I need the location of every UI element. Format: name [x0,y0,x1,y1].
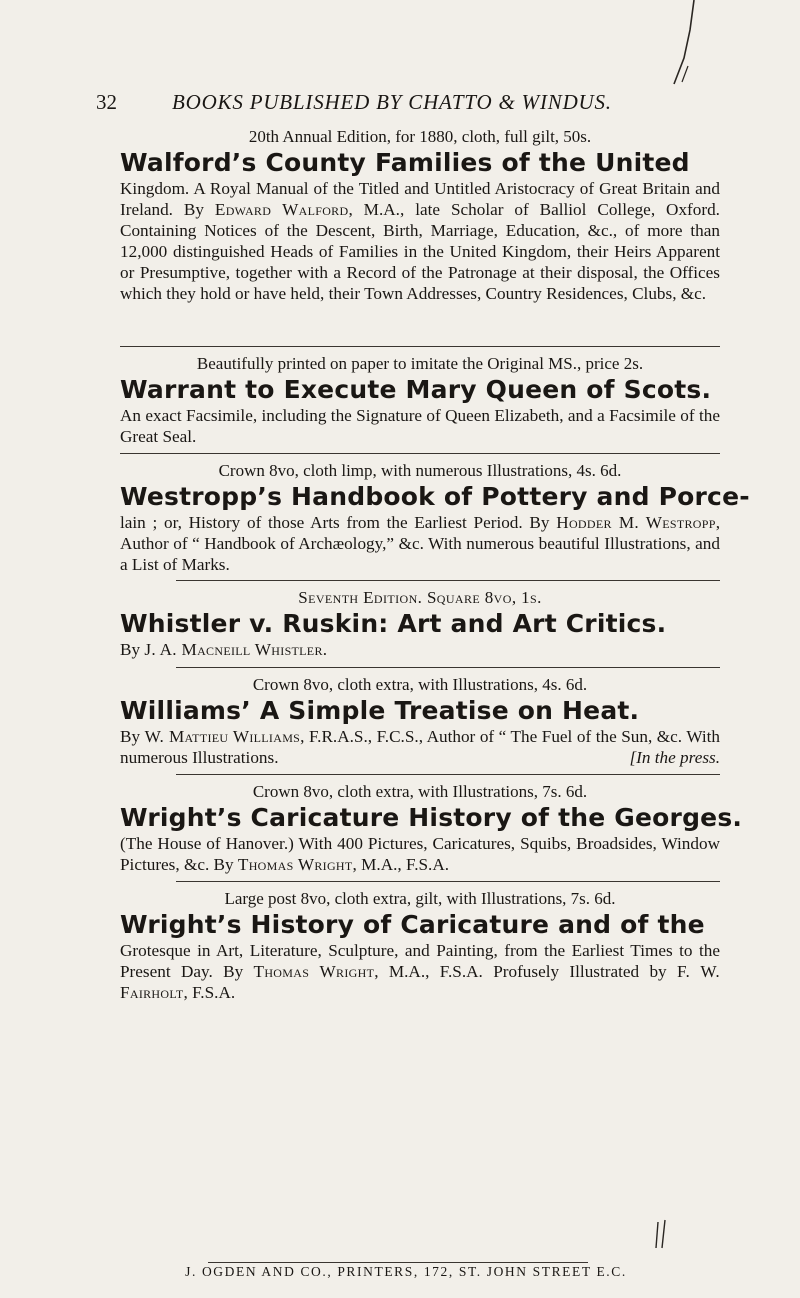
entry-title: Warrant to Execute Mary Queen of Scots. [120,375,712,404]
entry-divider [176,580,720,581]
entry-title: Whistler v. Ruskin: Art and Art Critics. [120,609,667,638]
catalogue-entry [120,460,750,574]
running-title: BOOKS PUBLISHED BY CHATTO & WINDUS. [172,90,612,114]
catalogue-entry [120,353,720,447]
page-number: 32 [96,90,117,114]
entry-divider [176,774,720,775]
catalogue-entry [120,781,743,875]
catalogue-entry [120,126,720,340]
entry-description: lain ; or, History of those Arts from the Earliest Period. By Hodder M. Westropp, Author of “ Handbook of Archæology,” &c. With numerous beautiful Illustrations, and a List of Marks. [120,513,720,574]
catalogue-entry [120,587,720,661]
entry-description: (The House of Hanover.) With 400 Pictures, Caricatures, Squibs, Broadsides, Window Pictures, &c. By Thomas Wright, M.A., F.S.A. [120,834,720,874]
entry-title: Walford’s County Families of the United [120,148,690,177]
entry-edition-note: Crown 8vo, cloth extra, with Illustrations, 4s. 6d. [252,675,588,694]
footer-divider [208,1262,588,1263]
page-header [96,90,716,120]
entry-divider [176,667,720,668]
entry-description: Kingdom. A Royal Manual of the Titled and Untitled Aristocracy of Great Britain and Ireland. By Edward Walford, M.A., late Scholar of Balliol College, Oxford. Containing Notices of the Descent, Birth, Marriage, Education, &c., of more than 12,000 distinguished Heads of Families in the United Kingdom, their Heirs Apparent or Presumptive, together with a Record of the Patronage at their disposal, the Offices which they hold or have held, their Town Addresses, Country Residences, Clubs, &c. [120,179,720,303]
entry-edition-note: 20th Annual Edition, for 1880, cloth, full gilt, 50s. [248,127,592,146]
entry-description: By J. A. Macneill Whistler. [120,640,328,659]
entry-edition-note: Crown 8vo, cloth extra, with Illustrations, 7s. 6d. [252,782,588,801]
entry-description: An exact Facsimile, including the Signature of Queen Elizabeth, and a Facsimile of the Great Seal. [120,406,720,446]
entry-edition-note: Beautifully printed on paper to imitate the Original MS., price 2s. [196,354,644,373]
entry-edition-note: Crown 8vo, cloth limp, with numerous Illustrations, 4s. 6d. [218,461,622,480]
catalogue-entry [120,674,720,768]
entry-title: Wright’s History of Caricature and of the [120,910,705,939]
printer-imprint: J. OGDEN AND CO., PRINTERS, 172, ST. JOHN STREET E.C. [185,1264,627,1279]
in-press-note: [In the press. [629,748,720,767]
entry-divider [176,881,720,882]
entry-title: Wright’s Caricature History of the Georges. [120,803,743,832]
entry-edition-note: Seventh Edition. Square 8vo, 1s. [298,588,542,607]
entry-divider [120,346,720,347]
entry-description: By W. Mattieu Williams, F.R.A.S., F.C.S., Author of “ The Fuel of the Sun, &c. With numerous Illustrations. [In the press. [120,727,720,767]
catalogue-entries [120,126,750,1002]
catalogue-entry [120,888,720,1002]
entry-edition-note: Large post 8vo, cloth extra, gilt, with Illustrations, 7s. 6d. [224,889,616,908]
entry-title: Williams’ A Simple Treatise on Heat. [120,696,640,725]
pencil-mark [652,1218,672,1252]
pen-stroke-mark [660,0,720,90]
entry-divider [120,453,720,454]
entry-description: Grotesque in Art, Literature, Sculpture, and Painting, from the Earliest Times to the Present Day. By Thomas Wright, M.A., F.S.A. Profusely Illustrated by F. W. Fairholt, F.S.A. [120,941,720,1002]
entry-title: Westropp’s Handbook of Pottery and Porce- [120,482,750,511]
